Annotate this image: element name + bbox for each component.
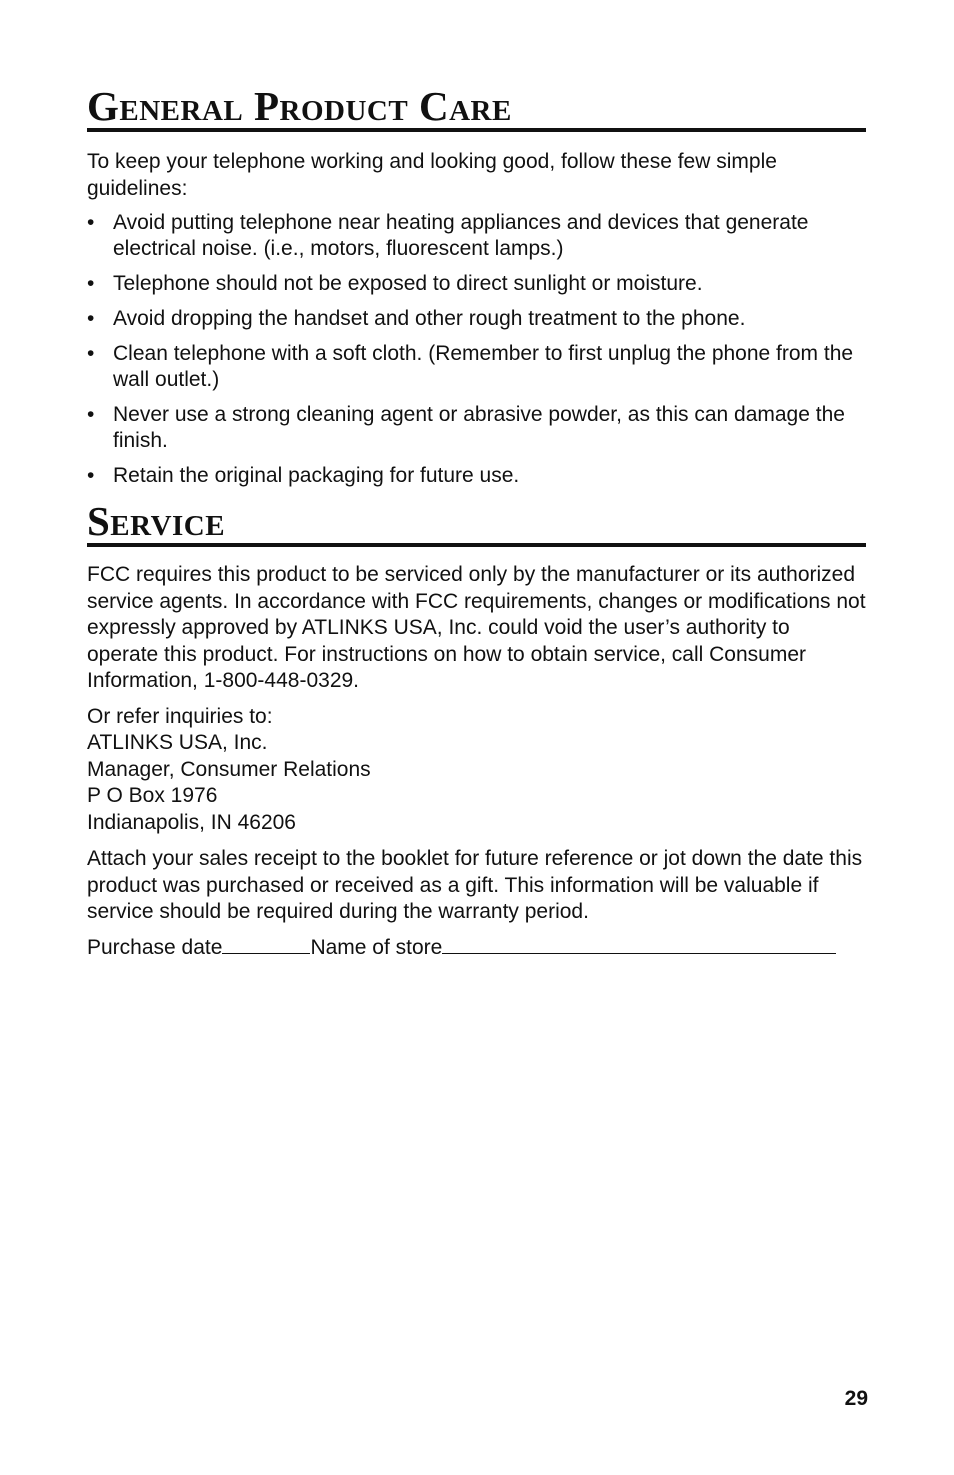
list-item xyxy=(87,210,866,262)
general-care-heading: General Product Care xyxy=(87,86,866,132)
address-line: Manager, Consumer Relations xyxy=(87,757,371,781)
store-name-label: Name of store xyxy=(310,935,443,959)
guideline-text: Clean telephone with a soft cloth. (Remember to first unplug the phone from the wall outlet.) xyxy=(113,342,854,391)
address-line: ATLINKS USA, Inc. xyxy=(87,731,268,754)
attach-receipt-paragraph: Attach your sales receipt to the booklet for future reference or jot down the date this product was purchased or received as a gift. This information will be valuable if service should be required during the warranty period. xyxy=(87,847,863,923)
list-item xyxy=(87,463,866,489)
address-line: Indianapolis, IN 46206 xyxy=(87,810,296,834)
service-heading: Service xyxy=(87,501,866,547)
guideline-text: Avoid putting telephone near heating appliances and devices that generate electrical noise. (i.e., motors, fluorescent lamps.) xyxy=(113,211,809,260)
bullet-icon: • xyxy=(87,342,95,365)
list-item xyxy=(87,306,866,332)
store-name-blank xyxy=(442,935,836,954)
care-guidelines-list xyxy=(87,210,866,489)
list-item xyxy=(87,271,866,297)
bullet-icon: • xyxy=(87,403,95,426)
purchase-date-label: Purchase date xyxy=(87,935,223,959)
purchase-date-blank xyxy=(222,935,310,954)
bullet-icon: • xyxy=(87,211,95,234)
bullet-icon: • xyxy=(87,307,95,330)
guideline-text: Never use a strong cleaning agent or abrasive powder, as this can damage the finish. xyxy=(113,403,845,452)
guideline-text: Telephone should not be exposed to direct sunlight or moisture. xyxy=(113,272,703,295)
bullet-icon: • xyxy=(87,272,95,295)
address-block xyxy=(87,704,866,837)
general-care-intro: To keep your telephone working and looking good, follow these few simple guidelines: xyxy=(87,150,777,200)
page-content xyxy=(87,83,866,961)
guideline-text: Retain the original packaging for future use. xyxy=(113,464,520,487)
page-number: 29 xyxy=(844,1387,868,1410)
list-item xyxy=(87,341,866,393)
list-item xyxy=(87,402,866,454)
refer-intro: Or refer inquiries to: xyxy=(87,704,273,728)
purchase-info-line xyxy=(87,935,866,962)
fcc-paragraph: FCC requires this product to be serviced only by the manufacturer or its authorized service agents. In accordance with FCC requirements, changes or modifications not expressly approved by ATLINKS USA, Inc. could void the user’s authority to operate this product. For instructions on how to obtain service, call Consumer Information, 1-800-448-0329. xyxy=(87,563,866,692)
bullet-icon: • xyxy=(87,464,95,487)
address-line: P O Box 1976 xyxy=(87,784,218,807)
guideline-text: Avoid dropping the handset and other rough treatment to the phone. xyxy=(113,307,746,330)
